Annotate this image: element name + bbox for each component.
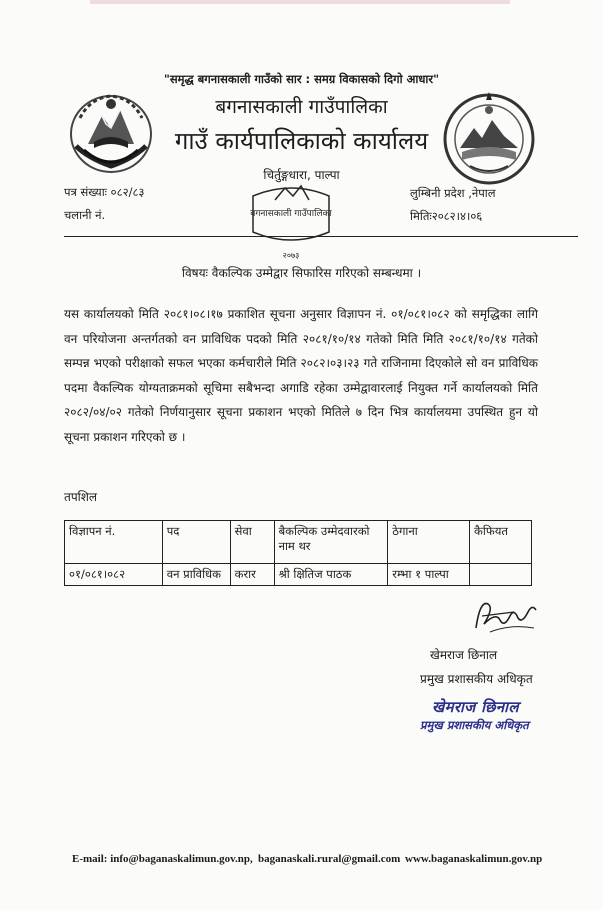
footer-website: www.baganaskalimun.gov.np (405, 853, 543, 865)
details-heading: तपशिल (64, 490, 98, 504)
seal-name: खेमराज छिनाल (432, 698, 519, 716)
cell-remarks (470, 564, 532, 586)
header-remarks: कैफियत (470, 521, 532, 564)
cell-service: करार (230, 564, 274, 586)
header-address: ठेगाना (388, 521, 470, 564)
header-post: पद (162, 521, 230, 564)
header-ad-number: विज्ञापन नं. (65, 521, 163, 564)
cell-post: वन प्राविधिक (162, 564, 230, 586)
body-paragraph: यस कार्यालयको मिति २०८१।०८।१७ प्रकाशित सूचना अनुसार विज्ञापन नं. ०१/०८१।०८२ को समृद्धिका लागि वन परियोजना अन्तर्गतको वन प्राविधिक पदको मिति २०८१/१०/१४ गतेको मिति मिति २०८१/१०/१४ गतेको सम्पन्न भएको परीक्षाको सफल भएका कर्मचारीले मिति २०८२।०३।२३ गते राजिनामा दिएकोले सो वन प्राविधिक पदमा वैकल्पिक योग्यताक्रमको सूचिमा सबैभन्दा अगाडि रहेका उम्मेद्वावारलाई नियुक्त गर्ने कार्यालयको मिति २०८२/०४/०२ गतेको निर्णयानुसार सूचना प्रकाशन भएको मितिले ७ दिन भित्र कार्यालयमा उपस्थित हुन यो सूचना प्रकाशन गरिएको छ । (64, 307, 538, 444)
table-row (65, 564, 532, 586)
table-header-row (65, 521, 532, 564)
subject-line: विषयः वैकल्पिक उम्मेद्वार सिफारिस गरिएको सम्बन्धमा । (181, 266, 422, 280)
cell-ad-number: ०१/०८१।०८२ (65, 564, 163, 586)
header-candidate-name: बैकल्पिक उम्मेदवारको नाम थर (274, 521, 388, 564)
province: लुम्बिनी प्रदेश ,नेपाल (410, 186, 496, 200)
cell-address: रम्भा १ पाल्पा (388, 564, 470, 586)
candidate-table (64, 520, 532, 586)
date-block (410, 186, 496, 232)
signatory-title: प्रमुख प्रशासकीय अधिकृत (420, 672, 533, 686)
seal-title: प्रमुख प्रशासकीय अधिकृत (420, 718, 529, 732)
header-divider (64, 236, 578, 237)
office-address: चिर्तुङ्गधारा, पाल्पा (263, 168, 340, 182)
office-name: गाउँ कार्यपालिकाको कार्यालय (174, 127, 429, 155)
paper-edge (90, 0, 510, 4)
dispatch-number: चलानी नं. (64, 208, 106, 222)
stamp-year: २०७३ (282, 251, 300, 260)
header-service: सेवा (230, 521, 274, 564)
organization-name: बगनासकाली गाउँपालिका (215, 96, 388, 118)
letter-date: मितिः२०८२।४।०६ (410, 209, 483, 223)
footer-email: E-mail: info@baganaskalimun.gov.np, (72, 853, 253, 865)
footer-email-alt: baganaskali.rural@gmail.com (258, 853, 401, 865)
cell-candidate-name: श्री क्षितिज पाठक (274, 564, 388, 586)
stamp-text: बगनासकाली गाउँपालिका (250, 209, 332, 219)
signatory-name: खेमराज छिनाल (430, 648, 498, 662)
reference-number: पत्र संख्याः ०८२/८३ (64, 185, 145, 199)
reference-block (64, 185, 144, 231)
office-stamp (243, 176, 339, 262)
signature (470, 594, 542, 638)
slogan: "समृद्ध बगनासकाली गाउँको सार : समग्र विकासको दिगो आधार" (163, 72, 440, 86)
